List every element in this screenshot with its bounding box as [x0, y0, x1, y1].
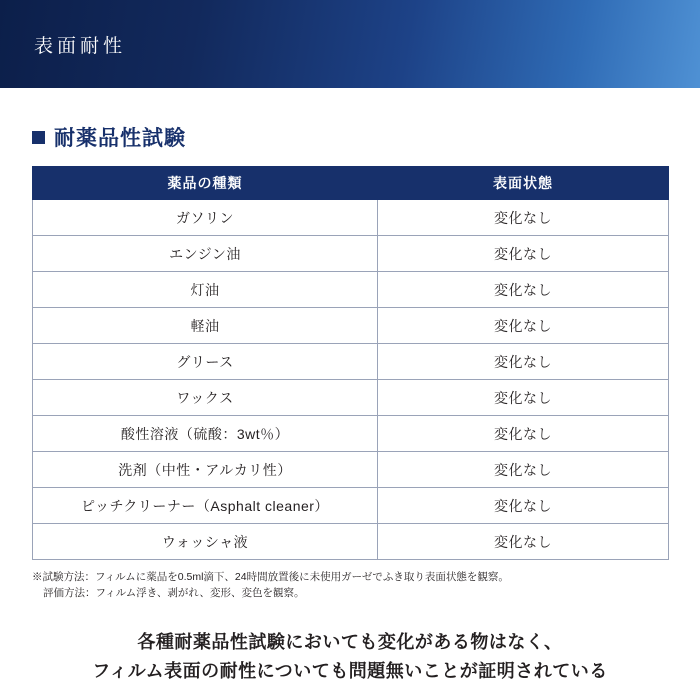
conclusion-text	[0, 628, 700, 687]
table-row	[33, 236, 669, 272]
cell-chemical: グリース	[33, 344, 378, 380]
cell-surface-state: 変化なし	[378, 524, 669, 560]
cell-surface-state: 変化なし	[378, 452, 669, 488]
cell-surface-state: 変化なし	[378, 416, 669, 452]
cell-chemical: ウォッシャ液	[33, 524, 378, 560]
cell-chemical: 洗剤（中性・アルカリ性）	[33, 452, 378, 488]
cell-surface-state: 変化なし	[378, 308, 669, 344]
chemical-resistance-table	[32, 166, 669, 560]
table-row	[33, 452, 669, 488]
cell-surface-state: 変化なし	[378, 200, 669, 236]
table-row	[33, 308, 669, 344]
cell-surface-state: 変化なし	[378, 272, 669, 308]
conclusion-line-1: 各種耐薬品性試験においても変化がある物はなく、	[137, 631, 563, 652]
test-method-notes	[32, 569, 668, 602]
cell-chemical: ワックス	[33, 380, 378, 416]
section-heading-label: 耐薬品性試験	[54, 127, 186, 150]
square-marker-icon	[32, 131, 45, 144]
cell-chemical: ガソリン	[33, 200, 378, 236]
cell-chemical: 灯油	[33, 272, 378, 308]
header-banner	[0, 0, 700, 88]
cell-surface-state: 変化なし	[378, 236, 669, 272]
page-title: 表面耐性	[34, 35, 127, 57]
table-row	[33, 416, 669, 452]
cell-chemical: 酸性溶液（硫酸：3wt％）	[33, 416, 378, 452]
conclusion-line-2: フィルム表面の耐性についても問題無いことが証明されている	[92, 661, 608, 682]
table-row	[33, 488, 669, 524]
cell-chemical: ピッチクリーナー（Asphalt cleaner）	[33, 488, 378, 524]
table-row	[33, 524, 669, 560]
cell-chemical: 軽油	[33, 308, 378, 344]
table-row	[33, 344, 669, 380]
section-heading	[32, 122, 700, 152]
chemical-resistance-table-wrap	[32, 166, 668, 560]
note-line-2: 評価方法：フィルム浮き、剥がれ、変形、変色を観察。	[43, 587, 305, 600]
cell-surface-state: 変化なし	[378, 488, 669, 524]
cell-chemical: エンジン油	[33, 236, 378, 272]
cell-surface-state: 変化なし	[378, 344, 669, 380]
column-header-surface-state: 表面状態	[378, 167, 669, 200]
table-row	[33, 272, 669, 308]
table-row	[33, 200, 669, 236]
cell-surface-state: 変化なし	[378, 380, 669, 416]
column-header-chemical: 薬品の種類	[33, 167, 378, 200]
table-header-row	[33, 167, 669, 200]
table-row	[33, 380, 669, 416]
note-line-1: ※試験方法：フィルムに薬品を0.5ml滴下、24時間放置後に未使用ガーゼでふき取り表面状態を観察。	[32, 571, 509, 583]
